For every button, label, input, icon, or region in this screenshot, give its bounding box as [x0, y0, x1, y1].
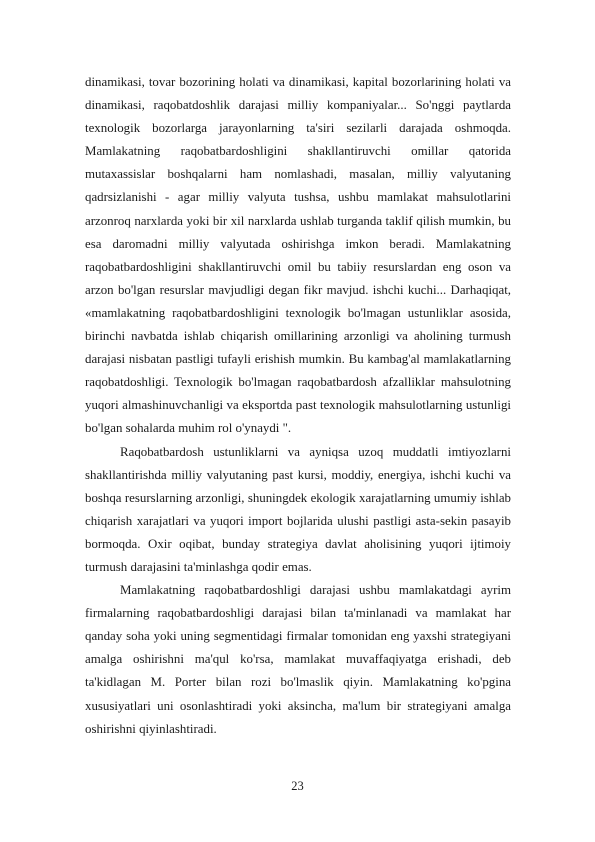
- body-text: [85, 71, 511, 741]
- paragraph-3: Mamlakatning raqobatbardoshligi darajasi ushbu mamlakatdagi ayrim firmalarning raqobatbardoshligi darajasi bilan ta'minlanadi va mamlakat har qanday soha yoki uning segmentidagi firmalar tomonidan eng yaxshi strategiyani amalga oshirishni ma'qul ko'rsa, mamlakat muvaffaqiyatga erishadi, deb ta'kidlagan M. Porter bilan rozi bo'lmaslik qiyin. Mamlakatning ko'pgina xususiyatlari uni osonlashtiradi yoki aksincha, ma'lum bir strategiyani amalga oshirishni qiyinlashtiradi.: [85, 583, 511, 736]
- paragraph-1: dinamikasi, tovar bozorining holati va dinamikasi, kapital bozorlarining holati va dinamikasi, raqobatdoshlik darajasi milliy kompaniyalar... So'nggi paytlarda texnologik bozorlarga jarayonlarning ta'siri sezilarli darajada oshmoqda. Mamlakatning raqobatbardoshligini shakllantiruvchi omillar qatorida mutaxassislar boshqalarni ham nomlashadi, masalan, milliy valyutaning qadrsizlanishi - agar milliy valyuta tushsa, ushbu mamlakat mahsulotlarini arzonroq narxlarda yoki bir xil narxlarda ushlab turganda taklif qilish mumkin, bu esa daromadni milliy valyutada oshirishga imkon beradi. Mamlakatning raqobatbardoshligini shakllantiruvchi omil bu tabiiy resurslardan eng oson va arzon bo'lgan resurslar mavjudligi degan fikr mavjud. ishchi kuchi... Darhaqiqat, «mamlakatning raqobatbardoshligini texnologik bo'lmagan ustunliklar asosida, birinchi navbatda ishlab chiqarish omillarining arzonligi va aholining turmush darajasi nisbatan pastligi tufayli erishish mumkin. Bu kambag'al mamlakatlarning raqobatdoshligi. Texnologik bo'lmagan raqobatbardosh afzalliklar mahsulotning yuqori almashinuvchanligi va eksportda past texnologik mahsulotlarning ustunligi bo'lgan sohalarda muhim rol o'ynaydi ".: [85, 75, 511, 436]
- page-number: 23: [291, 779, 304, 793]
- paragraph-2: Raqobatbardosh ustunliklarni va ayniqsa uzoq muddatli imtiyozlarni shakllantirishda milliy valyutaning past kursi, moddiy, energiya, ishchi kuchi va boshqa resurslarning arzonligi, shuningdek ekologik xarajatlarning umumiy ishlab chiqarish xarajatlari va yuqori import bojlarida ulushi pastligi asta-sekin pasayib bormoqda. Oxir oqibat, bunday strategiya davlat aholisining yuqori ijtimoiy turmush darajasini ta'minlashga qodir emas.: [85, 444, 511, 574]
